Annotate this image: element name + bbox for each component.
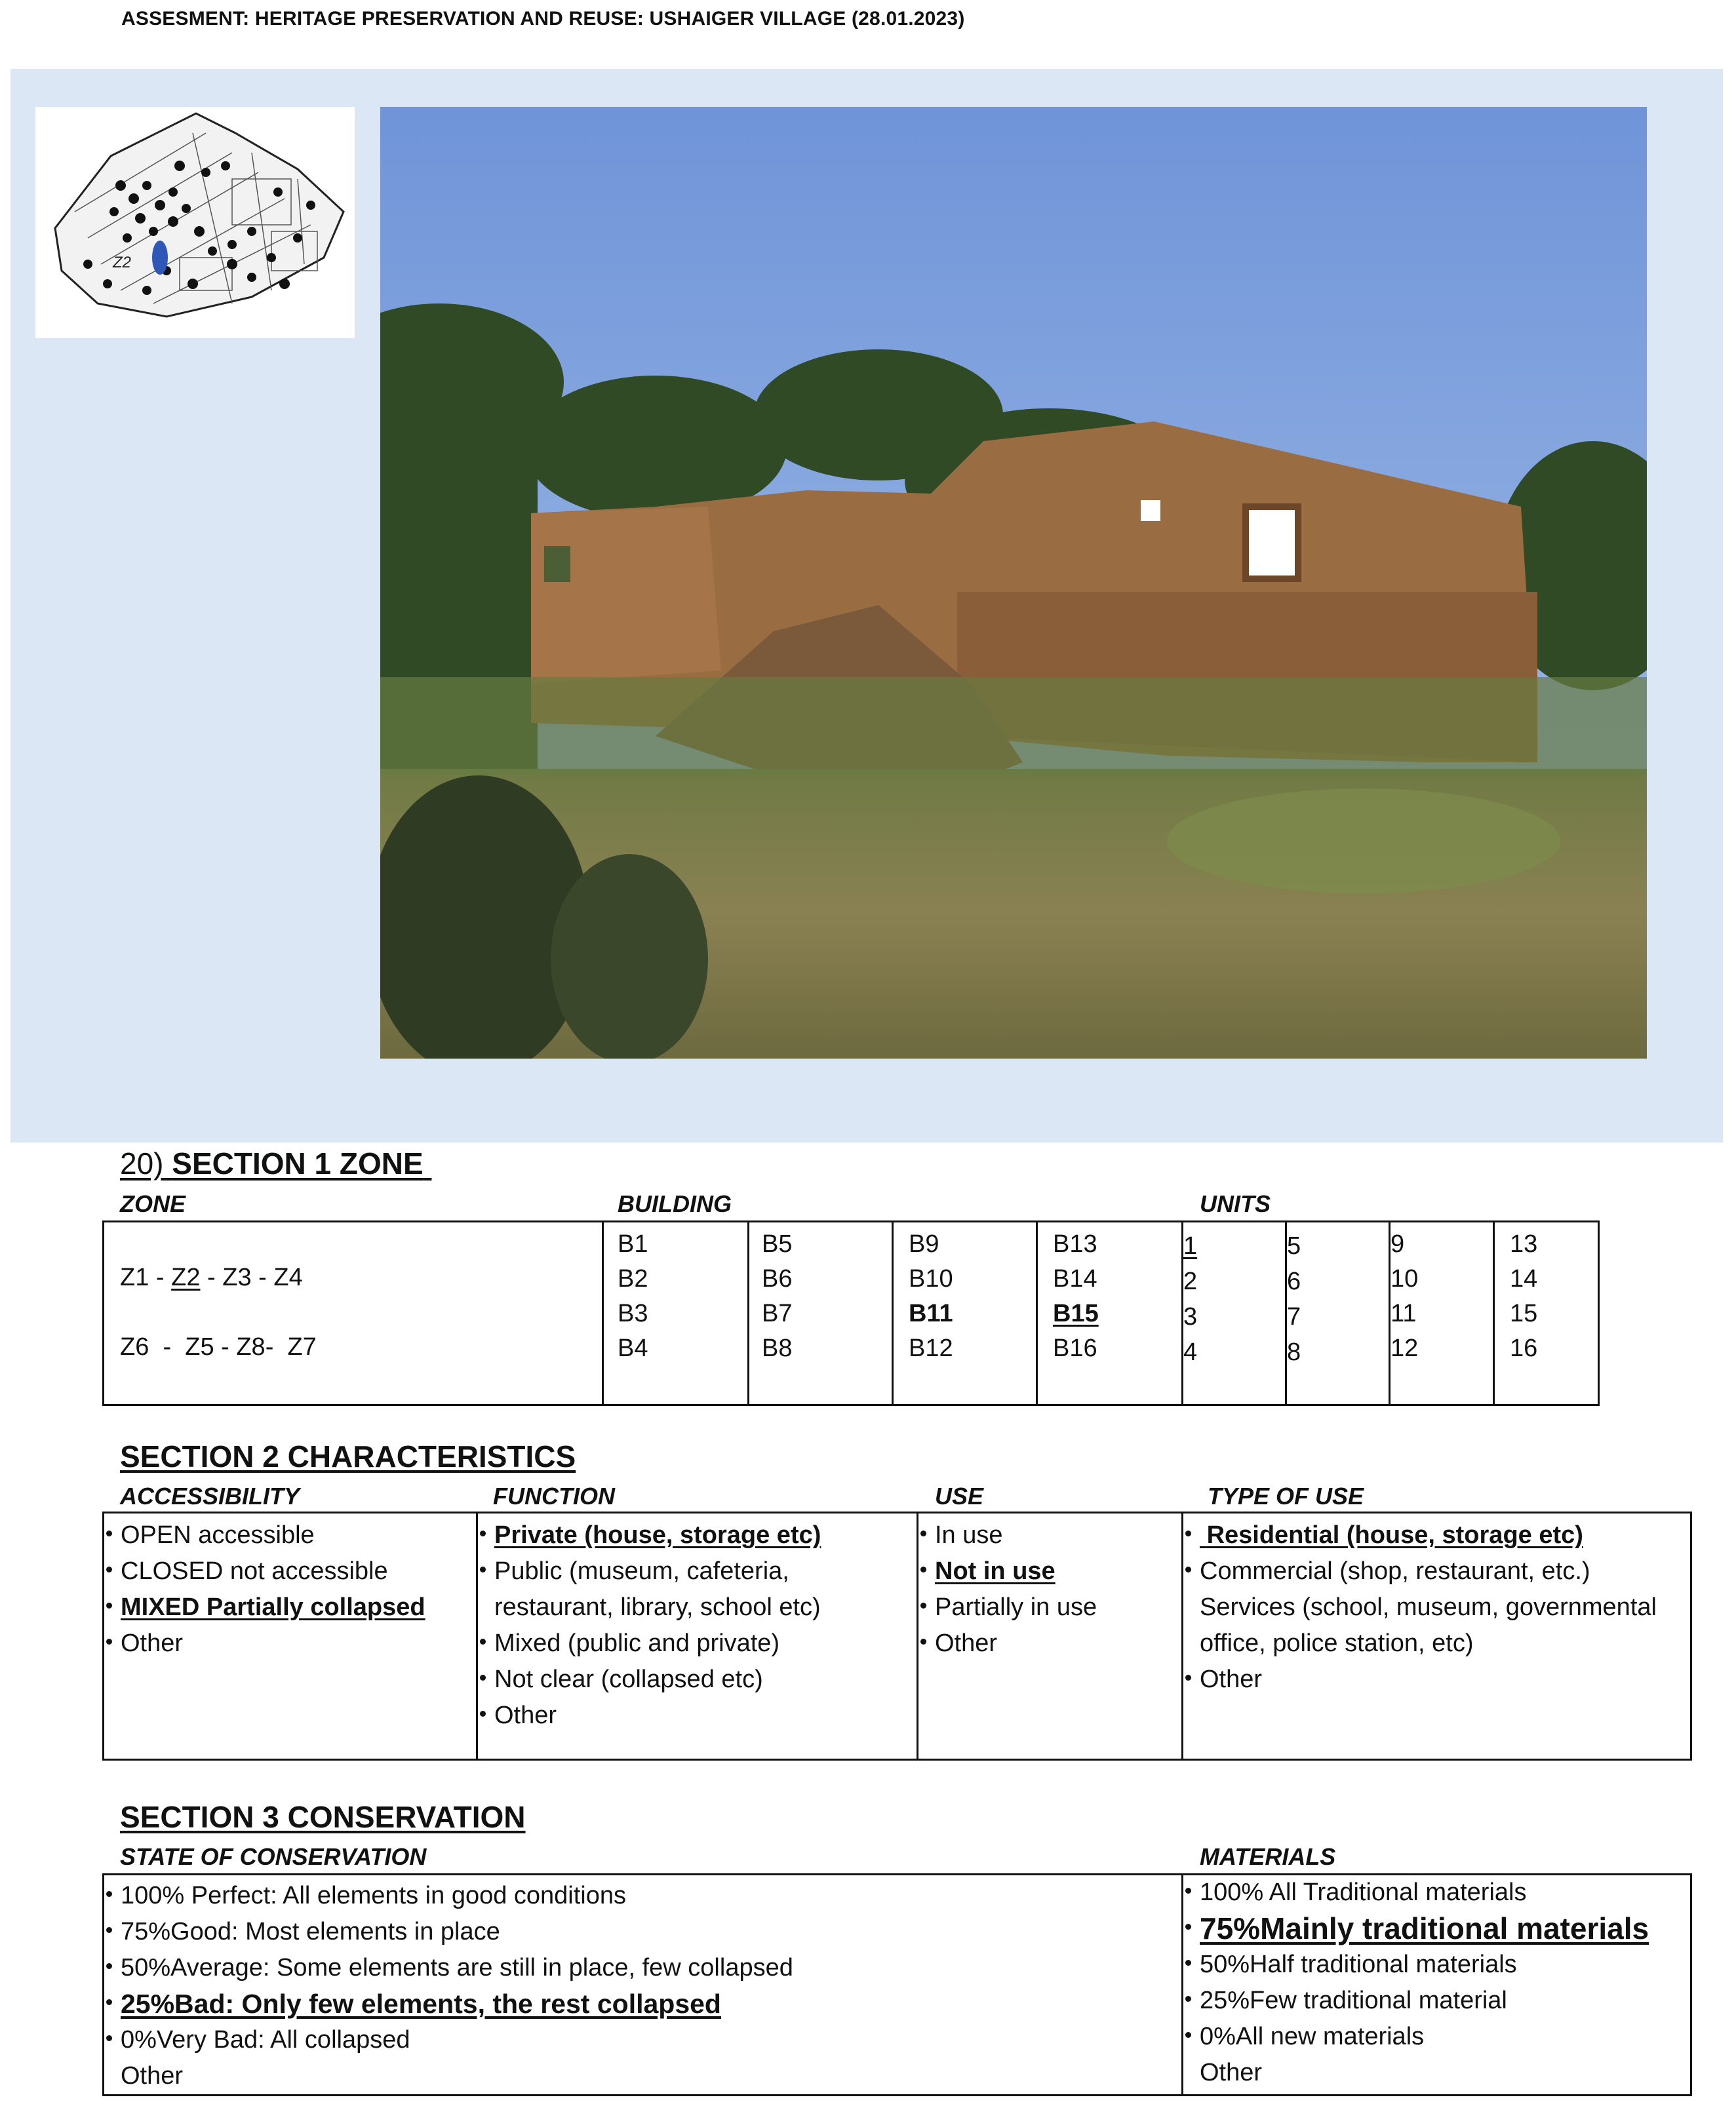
unit-cell[interactable]: 6 (1287, 1268, 1301, 1295)
unit-cell[interactable]: 9 (1391, 1230, 1405, 1258)
materials-option-selected[interactable]: 75%Mainly traditional materials (1184, 1911, 1649, 1947)
table-divider (1598, 1220, 1600, 1406)
zone-options-row2: Z6 - Z5 - Z8- Z7 (120, 1333, 317, 1361)
use-option[interactable]: Other (919, 1626, 1097, 1662)
section1-title: SECTION 1 ZONE (172, 1146, 424, 1181)
building-cell[interactable]: B5 (762, 1230, 793, 1258)
building-cell[interactable]: B16 (1053, 1335, 1097, 1362)
accessibility-option-selected[interactable]: MIXED Partially collapsed (105, 1590, 425, 1626)
building-cell[interactable]: B12 (909, 1335, 953, 1362)
unit-cell[interactable]: 15 (1510, 1300, 1538, 1327)
building-cell[interactable]: B11 (909, 1300, 953, 1327)
building-cell[interactable]: B8 (762, 1335, 793, 1362)
building-cell[interactable]: B1 (618, 1230, 648, 1258)
building-cell[interactable]: B14 (1053, 1265, 1097, 1293)
conservation-option[interactable]: 75%Good: Most elements in place (105, 1914, 793, 1950)
section3-title: SECTION 3 CONSERVATION (120, 1800, 526, 1834)
building-cell[interactable]: B7 (762, 1300, 793, 1327)
building-column-3 (909, 1227, 953, 1366)
building-cell-selected[interactable]: B15 (1053, 1300, 1099, 1327)
units-column-3 (1391, 1227, 1418, 1366)
zone-header: ZONE (120, 1190, 186, 1217)
ruined-mud-house-photo (380, 107, 1647, 1059)
building-cell[interactable]: B10 (909, 1265, 953, 1293)
section1-table-top-border (102, 1220, 1600, 1222)
type-of-use-option-continued: office, police station, etc) (1200, 1630, 1474, 1657)
type-of-use-option[interactable]: Other (1184, 1662, 1657, 1698)
type-of-use-option-selected[interactable] (1184, 1517, 1657, 1553)
function-option[interactable]: Public (museum, cafeteria, (479, 1553, 821, 1590)
materials-option[interactable]: 100% All Traditional materials (1184, 1875, 1649, 1911)
building-header: BUILDING (618, 1190, 732, 1217)
materials-list (1184, 1875, 1649, 2091)
building-column-2 (762, 1227, 792, 1366)
type-of-use-selected-label: Residential (house, storage etc) (1206, 1521, 1583, 1549)
table-divider (1181, 1512, 1183, 1761)
building-cell[interactable]: B9 (909, 1230, 939, 1258)
section1-number: 20) (120, 1146, 164, 1181)
conservation-option[interactable]: 0%Very Bad: All collapsed (105, 2022, 793, 2058)
table-divider (1493, 1220, 1495, 1406)
unit-cell[interactable]: 13 (1510, 1230, 1538, 1258)
table-divider (747, 1220, 749, 1406)
table-divider (476, 1512, 478, 1761)
use-list (919, 1517, 1097, 1662)
building-photo (380, 107, 1647, 1059)
accessibility-header: ACCESSIBILITY (120, 1483, 300, 1510)
function-option-continued: restaurant, library, school etc) (494, 1593, 821, 1621)
map-zone-label: Z2 (113, 254, 132, 271)
unit-cell[interactable]: 5 (1287, 1232, 1301, 1260)
function-header: FUNCTION (493, 1483, 615, 1510)
unit-cell[interactable]: 14 (1510, 1265, 1538, 1293)
materials-header: MATERIALS (1200, 1843, 1336, 1870)
type-of-use-list (1184, 1517, 1657, 1698)
building-cell[interactable]: B2 (618, 1265, 648, 1293)
conservation-option[interactable]: Other (121, 2062, 184, 2090)
unit-cell[interactable]: 3 (1183, 1303, 1198, 1331)
conservation-option[interactable]: 100% Perfect: All elements in good conditions (105, 1878, 793, 1914)
unit-cell[interactable]: 4 (1183, 1338, 1198, 1366)
village-map-drawing (35, 107, 355, 338)
zone-location-map (35, 107, 355, 338)
building-column-4 (1053, 1227, 1099, 1366)
type-of-use-header: TYPE OF USE (1208, 1483, 1364, 1510)
building-column-1 (618, 1227, 648, 1366)
unit-cell[interactable]: 11 (1391, 1300, 1417, 1327)
section1-heading (120, 1146, 431, 1181)
unit-cell-selected[interactable]: 1 (1183, 1232, 1198, 1260)
zone-options-row1 (120, 1264, 303, 1292)
materials-option[interactable]: 25%Few traditional material (1184, 1983, 1649, 2019)
use-option-selected[interactable]: Not in use (919, 1553, 1097, 1590)
table-divider (1036, 1220, 1038, 1406)
section1-table-bottom-border (102, 1404, 1600, 1406)
table-divider (917, 1512, 918, 1761)
building-cell[interactable]: B4 (618, 1335, 648, 1362)
building-cell[interactable]: B3 (618, 1300, 648, 1327)
state-of-conservation-list (105, 1878, 793, 2094)
use-option[interactable]: Partially in use (919, 1590, 1097, 1626)
function-option[interactable]: Not clear (collapsed etc) (479, 1662, 821, 1698)
function-option[interactable]: Mixed (public and private) (479, 1626, 821, 1662)
function-option[interactable]: Other (479, 1698, 821, 1734)
unit-cell[interactable]: 8 (1287, 1338, 1301, 1366)
type-of-use-option[interactable]: Commercial (shop, restaurant, etc.) (1184, 1553, 1657, 1590)
table-divider (1181, 1873, 1183, 2096)
accessibility-option[interactable]: OPEN accessible (105, 1517, 425, 1553)
units-column-4 (1510, 1227, 1537, 1366)
table-divider (102, 1220, 104, 1406)
units-column-1 (1183, 1228, 1197, 1370)
table-divider (892, 1220, 894, 1406)
unit-cell[interactable]: 10 (1391, 1265, 1419, 1293)
materials-option[interactable]: 50%Half traditional materials (1184, 1947, 1649, 1983)
accessibility-option[interactable]: Other (105, 1626, 425, 1662)
conservation-option[interactable]: 50%Average: Some elements are still in place, few collapsed (105, 1950, 793, 1986)
page-title: ASSESMENT: HERITAGE PRESERVATION AND REUSE: USHAIGER VILLAGE (28.01.2023) (121, 8, 965, 29)
materials-option[interactable]: Other (1200, 2059, 1263, 2086)
building-cell[interactable]: B6 (762, 1265, 793, 1293)
type-of-use-option[interactable]: Services (school, museum, governmental (1200, 1593, 1657, 1621)
materials-option[interactable]: 0%All new materials (1184, 2019, 1649, 2055)
section2-title: SECTION 2 CHARACTERISTICS (120, 1439, 576, 1474)
zone-option: Z1 - (120, 1264, 172, 1291)
unit-cell[interactable]: 2 (1183, 1268, 1198, 1295)
function-list (479, 1517, 821, 1734)
unit-cell[interactable]: 7 (1287, 1303, 1301, 1331)
unit-cell[interactable]: 16 (1510, 1335, 1538, 1362)
unit-cell[interactable]: 12 (1391, 1335, 1419, 1362)
units-header: UNITS (1200, 1190, 1271, 1217)
function-option-selected[interactable]: Private (house, storage etc) (479, 1517, 821, 1553)
use-header: USE (935, 1483, 984, 1510)
zone-option-selected[interactable]: Z2 (171, 1264, 201, 1291)
state-of-conservation-header: STATE OF CONSERVATION (120, 1843, 427, 1870)
conservation-option-selected[interactable]: 25%Bad: Only few elements, the rest collapsed (105, 1986, 793, 2022)
table-divider (602, 1220, 604, 1406)
zone-option: - Z3 - Z4 (200, 1264, 303, 1291)
building-cell[interactable]: B13 (1053, 1230, 1097, 1258)
use-option[interactable]: In use (919, 1517, 1097, 1553)
accessibility-option[interactable]: CLOSED not accessible (105, 1553, 425, 1590)
units-column-2 (1287, 1228, 1301, 1370)
accessibility-list (105, 1517, 425, 1662)
